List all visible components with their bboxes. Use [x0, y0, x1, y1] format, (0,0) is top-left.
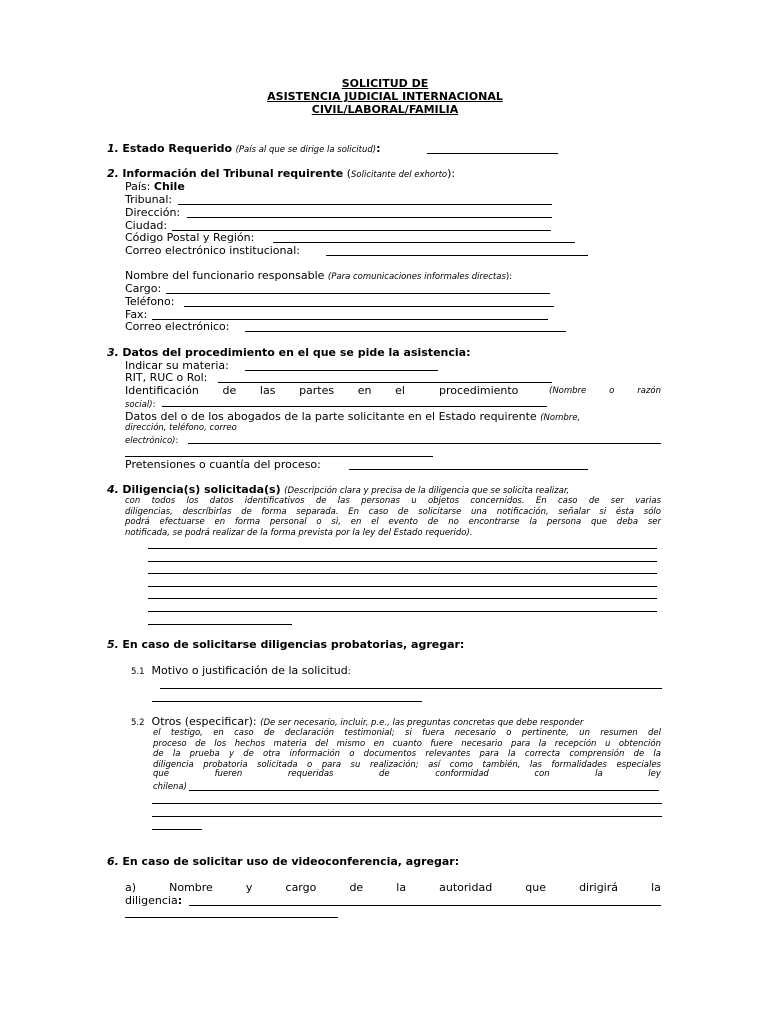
note-word: conformidad [435, 769, 489, 779]
autoridad-word: que [525, 881, 546, 894]
autoridad-word: a) [125, 881, 137, 894]
telefono-field[interactable] [184, 306, 554, 307]
section-3-number: 3. [107, 346, 119, 359]
direccion-field[interactable] [187, 217, 552, 218]
diligencia-field-5[interactable] [148, 598, 657, 599]
pretensiones-field[interactable] [349, 469, 588, 470]
diligencia-field-6[interactable] [148, 611, 657, 612]
autoridad-word: cargo [285, 881, 317, 894]
autoridad-word: autoridad [439, 881, 493, 894]
section-2-label: Información del Tribunal requirente [122, 167, 344, 180]
autoridad-word: y [245, 881, 253, 894]
autoridad-word: dirigirá [579, 881, 618, 894]
autoridad-colon: : [177, 894, 183, 907]
motivo-field-2[interactable] [152, 701, 422, 702]
tribunal-label: Tribunal: [125, 193, 173, 206]
diligencia-field-7[interactable] [148, 624, 292, 625]
section-1-colon: : [376, 142, 381, 155]
subsection-5-2-note-line-1: (De ser necesario, incluir, p.e., las preguntas concretas que debe responder [260, 718, 584, 728]
identificacion-word: las [259, 384, 276, 397]
section-2-note: Solicitante del exhorto [351, 170, 448, 180]
rit-label: RIT, RUC o Rol: [125, 371, 208, 384]
correo-institucional-label: Correo electrónico institucional: [125, 244, 301, 257]
identificacion-note-word: (Nombre [549, 386, 587, 396]
autoridad-cont [125, 894, 182, 907]
pais-value: Chile [153, 180, 185, 193]
note-word: que [153, 769, 170, 779]
subsection-5-1 [131, 664, 351, 679]
section-4-note-line: podrá efectuarse en forma personal o si, en el evento de no encontrarse la persona que deba ser [125, 517, 661, 527]
subsection-5-2-note-line: proceso de los hechos materia del mismo en cuanto fuere necesario para la recepción u obtención [153, 738, 661, 749]
section-3-label: Datos del procedimiento en el que se pide la asistencia: [122, 346, 471, 359]
abogados-note-3-row [125, 433, 178, 448]
diligencia-field-1[interactable] [148, 548, 657, 549]
identificacion-row [125, 384, 405, 397]
funcionario-row [125, 269, 512, 284]
pais-label: País: [125, 180, 154, 193]
note-word: requeridas [287, 769, 334, 779]
identificacion-word: partes [299, 384, 335, 397]
identificacion-word: Identificación [125, 384, 199, 397]
autoridad-field-1[interactable] [189, 905, 661, 906]
section-4-note-line: notificada, se podrá realizar de la forma prevista por la ley del Estado requerido). [125, 527, 473, 538]
telefono-label: Teléfono: [125, 295, 175, 308]
cargo-field[interactable] [166, 293, 550, 294]
motivo-field-1[interactable] [160, 688, 662, 689]
abogados-field-2[interactable] [125, 456, 433, 457]
funcionario-label: Nombre del funcionario responsable [125, 269, 325, 282]
title-line-2: ASISTENCIA JUDICIAL INTERNACIONAL [267, 90, 503, 103]
subsection-5-2-label: Otros (especificar): [151, 715, 257, 728]
correo-field[interactable] [245, 331, 566, 332]
autoridad-word: Nombre [169, 881, 213, 894]
subsection-5-2-note [153, 728, 661, 770]
section-6-number: 6. [107, 855, 119, 868]
identificacion-social: social) [125, 400, 153, 410]
section-5-label: En caso de solicitarse diligencias probatorias, agregar: [122, 638, 465, 651]
identificacion-word: en [357, 384, 372, 397]
note-word: la [595, 769, 603, 779]
subsection-5-2-number: 5.2 [131, 718, 145, 728]
materia-label: Indicar su materia: [125, 359, 229, 372]
autoridad-field-2[interactable] [125, 917, 338, 918]
tribunal-field[interactable] [178, 204, 552, 205]
section-4-note-line-1: (Descripción clara y precisa de la diligencia que se solicita realizar, [284, 486, 570, 496]
abogados-note-3: electrónico) [125, 436, 176, 446]
funcionario-note: (Para comunicaciones informales directas [327, 272, 506, 282]
codigo-postal-field[interactable] [273, 242, 575, 243]
note-word: de [379, 769, 390, 779]
identificacion-procedimiento: procedimiento [439, 384, 519, 397]
abogados-colon: : [175, 436, 179, 446]
identificacion-field[interactable] [162, 406, 547, 407]
section-6-heading [107, 855, 459, 868]
subsection-5-2-note-line: de la prueba y de otra información o documentos relevantes para la correcta comprensión de la [153, 749, 661, 759]
estado-requerido-field[interactable] [427, 153, 558, 154]
abogados-note-2: dirección, teléfono, correo [125, 423, 237, 433]
note-word: ley [648, 769, 661, 779]
section-4-note [125, 496, 661, 538]
ciudad-label: Ciudad: [125, 219, 168, 232]
pais-row [125, 180, 185, 193]
section-2-number: 2. [107, 167, 119, 180]
autoridad-word: de [349, 881, 364, 894]
autoridad-word: la [651, 881, 661, 894]
note-word: con [534, 769, 550, 779]
abogados-note: (Nombre, [540, 413, 581, 423]
subsection-5-2-note-line: diligencia probatoria solicitada o para su realización; así como también, las formalidades especiales [153, 759, 661, 770]
note-word: fueren [214, 769, 243, 779]
section-1-note: (País al que se dirige la solicitud) [235, 145, 377, 155]
autoridad-word: la [396, 881, 407, 894]
section-3-heading [107, 346, 470, 359]
subsection-5-1-number: 5.1 [131, 667, 145, 677]
abogados-label: Datos del o de los abogados de la parte solicitante en el Estado requirente [125, 410, 537, 423]
identificacion-note-word: o [609, 386, 615, 396]
fax-label: Fax: [125, 308, 148, 321]
section-4-number: 4. [107, 483, 119, 496]
diligencia-field-2[interactable] [148, 561, 657, 562]
section-1-heading [107, 142, 381, 157]
identificacion-colon: : [152, 400, 156, 410]
section-4-label: Diligencia(s) solicitada(s) [122, 483, 281, 496]
materia-field[interactable] [245, 370, 438, 371]
identificacion-note-word: razón [637, 386, 661, 396]
otros-field-2[interactable] [152, 803, 662, 804]
section-1-number: 1. [107, 142, 119, 155]
cargo-label: Cargo: [125, 282, 162, 295]
section-2-note-open: ( [346, 167, 352, 180]
otros-field-3[interactable] [152, 816, 662, 817]
otros-field-1[interactable] [189, 790, 659, 791]
correo-label: Correo electrónico: [125, 320, 230, 333]
section-5-heading [107, 638, 464, 651]
identificacion-note [549, 386, 661, 396]
funcionario-note-close: ): [505, 272, 513, 282]
diligencia-field-4[interactable] [148, 586, 657, 587]
autoridad-row [125, 881, 661, 894]
codigo-postal-label: Código Postal y Región: [125, 231, 255, 244]
section-2-note-close: ): [447, 167, 456, 180]
title-line-3: CIVIL/LABORAL/FAMILIA [311, 103, 459, 116]
section-6-label: En caso de solicitar uso de videoconferencia, agregar: [122, 855, 460, 868]
diligencia-field-3[interactable] [148, 573, 657, 574]
section-5-number: 5. [107, 638, 119, 651]
abogados-field-1[interactable] [188, 443, 661, 444]
section-1-label: Estado Requerido [122, 142, 233, 155]
rit-field[interactable] [218, 382, 552, 383]
subsection-5-2-note-last [153, 769, 661, 779]
title-line-1: SOLICITUD DE [341, 77, 429, 90]
subsection-5-2-chilena: chilena) [153, 782, 187, 792]
direccion-label: Dirección: [125, 206, 181, 219]
autoridad-diligencia: diligencia [125, 894, 178, 907]
section-4-note-line: diligencias, descríbirlas de forma separada. En caso de solicitarse una notificación, señalar si ésta sólo [125, 506, 661, 517]
pretensiones-label: Pretensiones o cuantía del proceso: [125, 458, 321, 471]
section-4-note-line: con todos los datos identificativos de las personas u objetos concernidos. En caso de ser varias [125, 496, 661, 506]
identificacion-word: el [395, 384, 405, 397]
identificacion-word: de [222, 384, 237, 397]
correo-institucional-field[interactable] [326, 255, 588, 256]
subsection-5-1-label: Motivo o justificación de la solicitud [151, 664, 348, 677]
subsection-5-2-note-line: el testigo, en caso de declaración testimonial; si fuera necesario o pertinente, un resumen del [153, 728, 661, 738]
subsection-5-1-colon: : [347, 667, 351, 677]
otros-field-4[interactable] [152, 829, 202, 830]
